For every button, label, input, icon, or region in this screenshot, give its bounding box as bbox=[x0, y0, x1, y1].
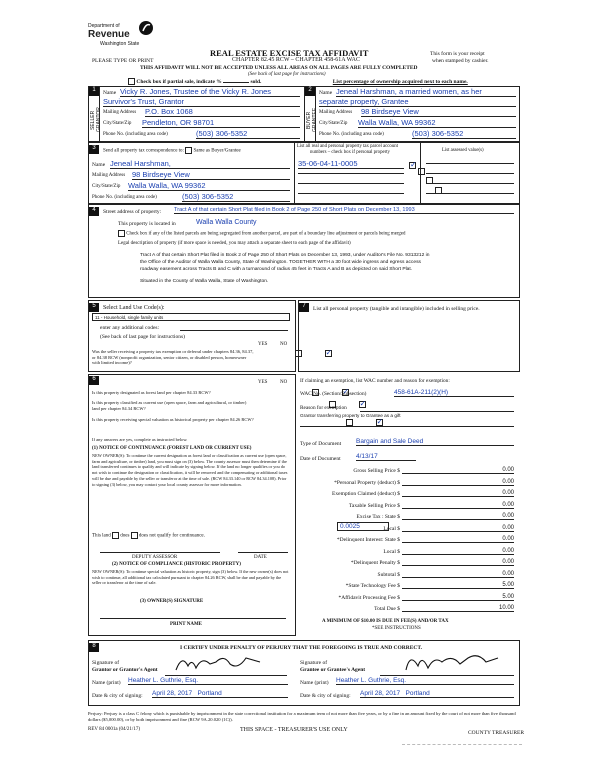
tax-row-label: *State Technology Fee $ bbox=[345, 583, 400, 589]
corr-phone-value[interactable]: (503) 306-5352 bbox=[182, 192, 290, 202]
seller-name-label: Name bbox=[103, 90, 117, 96]
s6-yes-header: YES bbox=[258, 380, 268, 385]
does-not-label: does not bbox=[138, 533, 156, 539]
grantor-name-value[interactable]: Heather L. Guthrie, Esq. bbox=[128, 677, 288, 685]
s6-q3: Is this property receiving special valuation as historical property per chapter 84.26 RCW? bbox=[92, 417, 254, 422]
land-use-no-header: NO bbox=[280, 342, 288, 347]
reason-input-line[interactable] bbox=[360, 404, 514, 412]
grantee-date-value[interactable]: April 28, 2017 Portland bbox=[360, 690, 514, 698]
buyer-city-label: City/State/Zip bbox=[319, 121, 348, 126]
buyer-name-line-2[interactable]: separate property, Grantee bbox=[319, 97, 516, 107]
correspondence-text: Send all property tax correspondence to: bbox=[103, 148, 184, 154]
legal-line-1[interactable]: Tract A of that certain Short Plat filed in Book 2 of Page 250 of Short Plats on December 13, 1993, under Auditor's File No. 9313212 in bbox=[140, 253, 430, 258]
land-use-select[interactable]: 11 - Household, single family units bbox=[92, 313, 290, 321]
buyer-mailing-value[interactable]: 98 Birdseye View bbox=[361, 107, 516, 117]
sold-label: sold. bbox=[250, 78, 262, 85]
seller-phone-value[interactable]: (503) 306-5352 bbox=[196, 129, 300, 139]
section-8-number: 8 bbox=[89, 643, 99, 652]
reason-value[interactable]: Grantor transferring property to Grantee as a gift bbox=[300, 413, 401, 418]
tax-row-label: *Personal Property (deduct) $ bbox=[334, 480, 400, 486]
parcel-2-personal-checkbox[interactable] bbox=[418, 168, 425, 175]
assessed-header: List assessed value(s) bbox=[442, 148, 484, 153]
tax-row-value[interactable]: 5.00 bbox=[402, 582, 514, 589]
grantee-sig-label: Signature of bbox=[300, 660, 328, 666]
seller-mailing-label: Mailing Address bbox=[103, 110, 137, 115]
seller-phone-label: Phone No. (including area code) bbox=[103, 132, 168, 137]
s6-q1: Is this property designated as forest land per chapter 84.33 RCW? bbox=[92, 390, 211, 395]
grantee-date-label: Date & city of signing: bbox=[300, 693, 351, 699]
section-5-number: 5 bbox=[89, 303, 99, 312]
land-use-yes-header: YES bbox=[258, 342, 268, 347]
doc-type-value[interactable]: Bargain and Sale Deed bbox=[356, 438, 514, 446]
page-title: REAL ESTATE EXCISE TAX AFFIDAVIT bbox=[210, 48, 369, 58]
segregated-row bbox=[118, 230, 405, 237]
buyer-name-label: Name bbox=[319, 90, 333, 96]
personal-property-label: List all personal property (tangible and intangible) included in selling price. bbox=[313, 306, 480, 312]
street-label: Street address of property: bbox=[103, 209, 162, 215]
parcel-1-personal-checkbox[interactable] bbox=[409, 162, 416, 169]
section-6-number: 6 bbox=[89, 376, 99, 385]
partial-sale-label: Check box if partial sale, indicate % bbox=[136, 78, 222, 85]
q3-no-checkbox[interactable] bbox=[376, 419, 383, 426]
grantee-signature[interactable] bbox=[402, 650, 502, 674]
compliance-body: NEW OWNER(S): To continue special valuation as historic property, sign (3) below. If the new owner(s) does not wish to continue, all additional tax calculated pursuant to chapter 84.26 RCW, shall be due and payable by the seller or transferor at the time of sale. bbox=[92, 569, 289, 586]
form-rev: REV 84 0001a (04/21/17) bbox=[88, 727, 140, 732]
section-7-number: 7 bbox=[299, 303, 309, 312]
section-2-number: 2 bbox=[305, 87, 315, 96]
does-label: does bbox=[120, 533, 130, 539]
grantor-date-label: Date & city of signing: bbox=[92, 693, 143, 699]
see-back-note: (See back of last page for instructions) bbox=[248, 72, 326, 77]
county-treasurer: COUNTY TREASURER bbox=[468, 730, 525, 736]
partial-sale-row bbox=[128, 78, 468, 85]
tax-row-value[interactable]: 0.00 bbox=[402, 467, 514, 474]
tax-row-value[interactable]: 0.00 bbox=[402, 525, 514, 532]
notice-body: NEW OWNER(S): To continue the current designation as forest land or classification as current use (open space, farm and agriculture, or timber) land, you must sign on (3) below. The county assessor must then determine if the land transferred continues to qualify and will indicate by signing below. If the land no longer qualifies or you do not wish to continue the designation or classification, it will be removed and the compensating or additional taxes will be due and payable by the seller or transferor at the time of sale. (RCW 84.33.140 or RCW 84.34.108). Prior to signing (3) below, you may contact your local county assessor for more information. bbox=[92, 453, 288, 487]
corr-phone-label: Phone No. (including area code) bbox=[92, 195, 157, 200]
located-label: This property is located in bbox=[118, 221, 176, 227]
buyer-mailing-label: Mailing Address bbox=[319, 110, 353, 115]
tax-row-label: Subtotal $ bbox=[377, 572, 400, 578]
logo-department-of: Department of bbox=[88, 23, 120, 29]
wac-label: WAC No. (Section/Subsection) bbox=[300, 391, 367, 397]
minimum-notice: A MINIMUM OF $10.00 IS DUE IN FEE(S) AND/OR TAX bbox=[322, 619, 449, 624]
s6-no-header: NO bbox=[280, 380, 288, 385]
section-1-number: 1 bbox=[89, 87, 99, 96]
corr-mailing-value[interactable]: 98 Birdseye View bbox=[132, 170, 290, 180]
see-instructions: *SEE INSTRUCTIONS bbox=[372, 626, 421, 631]
grantor-date-value[interactable]: April 28, 2017 Portland bbox=[152, 690, 288, 698]
revenue-emblem-icon bbox=[138, 20, 154, 36]
section-6-block bbox=[88, 374, 296, 636]
located-value[interactable]: Walla Walla County bbox=[196, 219, 257, 226]
q3-yes-checkbox[interactable] bbox=[346, 419, 353, 426]
grantor-name-label: Name (print) bbox=[92, 680, 121, 686]
situated-line[interactable]: Situated in the County of Walla Walla, State of Washington. bbox=[140, 279, 269, 284]
buyer-phone-label: Phone No. (including area code) bbox=[319, 132, 384, 137]
corr-name-label: Name bbox=[92, 162, 106, 168]
buyer-side-label: BUYER bbox=[306, 111, 312, 129]
does-not-checkbox[interactable] bbox=[131, 532, 138, 539]
tax-row-label: Total Due $ bbox=[374, 606, 400, 612]
seller-city-value[interactable]: Pendleton, OR 98701 bbox=[142, 118, 300, 128]
seller-name-line-1[interactable]: Vicky R. Jones, Trustee of the Vicky R. Jones bbox=[120, 87, 300, 97]
deputy-assessor-label: DEPUTY ASSESSOR bbox=[132, 555, 178, 560]
buyer-name-line-1[interactable]: Jeneal Harshman, a married women, as her bbox=[336, 87, 516, 97]
seller-side-label: SELLER bbox=[90, 110, 96, 130]
tax-row-label: Taxable Selling Price $ bbox=[348, 503, 400, 509]
legal-line-2[interactable]: the Office of the Auditor of Walla Walla County, State of Washington. TOGETHER WITH a 30 foot wide ingress and egress access bbox=[140, 260, 421, 265]
tax-row-value[interactable]: 0.00 bbox=[402, 513, 514, 520]
exemption-label: If claiming an exemption, list WAC number and reason for exemption: bbox=[300, 378, 450, 384]
doc-type-label: Type of Document bbox=[300, 441, 342, 447]
grantee-agent-label: Grantee or Grantee's Agent bbox=[300, 667, 366, 673]
local-rate-value[interactable]: 0.0025 bbox=[337, 522, 389, 531]
tax-row-value[interactable]: 0.00 bbox=[402, 490, 514, 497]
deputy-date-label: DATE bbox=[254, 555, 267, 560]
section-3-number: 3 bbox=[89, 145, 99, 154]
corr-city-value[interactable]: Walla Walla, WA 99362 bbox=[128, 181, 290, 191]
certify-text: I CERTIFY UNDER PENALTY OF PERJURY THAT THE FOREGOING IS TRUE AND CORRECT. bbox=[180, 645, 423, 651]
revenue-logo bbox=[88, 20, 158, 54]
tax-row-value[interactable]: 0.00 bbox=[402, 571, 514, 578]
tax-row-value[interactable]: 5.00 bbox=[402, 594, 514, 601]
continuance-row bbox=[92, 532, 205, 539]
seller-mailing-value[interactable]: P.O. Box 1068 bbox=[145, 107, 300, 117]
tax-row-label: Local $ bbox=[383, 549, 400, 555]
reason-label: Reason for exemption bbox=[300, 405, 347, 411]
same-as-buyer-checkbox[interactable] bbox=[185, 147, 192, 154]
logo-revenue: Revenue bbox=[88, 29, 130, 40]
notice-title: (1) NOTICE OF CONTINUANCE (FOREST LAND OR CURRENT USE) bbox=[92, 446, 252, 451]
tax-row-value[interactable]: 0.00 bbox=[402, 479, 514, 486]
parcel-header-1: List all real and personal property tax parcel account bbox=[297, 144, 398, 149]
tax-row-label: *Delinquent Interest: State $ bbox=[336, 537, 400, 543]
correspondence-label bbox=[103, 147, 241, 154]
tax-row-label: Excise Tax : State $ bbox=[356, 514, 400, 520]
section-4-number: 4 bbox=[89, 207, 99, 216]
exemption-question: Was the seller receiving a property tax exemption or deferral under chapters 84.36, 84.37, or 84.38 RCW (nonprofit organization, senior citizen, or disabled person, homeowner with limited income)? bbox=[92, 349, 254, 365]
buyer-phone-value[interactable]: (503) 306-5352 bbox=[412, 129, 516, 139]
treasurer-space: THIS SPACE - TREASURER'S USE ONLY bbox=[240, 727, 348, 733]
this-land-label: This land bbox=[92, 533, 111, 539]
receipt-note-1: This form is your receipt bbox=[430, 51, 485, 57]
corr-city-label: City/State/Zip bbox=[92, 184, 121, 189]
compliance-title: (2) NOTICE OF COMPLIANCE (HISTORIC PROPERTY) bbox=[112, 562, 241, 567]
receipt-note-2: when stamped by cashier. bbox=[432, 58, 489, 64]
does-checkbox[interactable] bbox=[112, 532, 119, 539]
owner-signature-label: (3) OWNER(S) SIGNATURE bbox=[140, 599, 204, 604]
tax-row-value[interactable]: 0.00 bbox=[402, 559, 514, 566]
tax-row-value[interactable]: 0.00 bbox=[402, 502, 514, 509]
additional-codes-input[interactable] bbox=[180, 324, 288, 331]
parcel-header-2: numbers – check box if personal property bbox=[310, 150, 390, 155]
parcel-1-value[interactable]: 35-06-04-11-0005 bbox=[298, 159, 404, 169]
s6-explain: If any answers are yes, complete as instructed below. bbox=[92, 437, 188, 442]
tax-row-value[interactable]: 0.00 bbox=[402, 548, 514, 555]
perjury-notice: Perjury: Perjury is a class C felony which is punishable by imprisonment in the state correctional institution for a maximum term of not more than five years, or by a fine in an amount fixed by the court of not more than five thousand dollars ($5,000.00), or by both imprisonment and fine (RCW 9A.20.020 (1C)). bbox=[88, 711, 516, 722]
segregated-checkbox[interactable] bbox=[118, 230, 125, 237]
buyer-city-value[interactable]: Walla Walla, WA 99362 bbox=[358, 118, 516, 128]
seller-city-label: City/State/Zip bbox=[103, 121, 132, 126]
qualify-label: qualify for continuance. bbox=[156, 533, 205, 539]
street-value[interactable]: Tract A of that certain Short Plat filed in Book 2 of Page 250 of Short Plats on December 13, 1993 bbox=[174, 207, 514, 214]
tax-row-value[interactable]: 10.00 bbox=[402, 605, 514, 612]
grantor-signature[interactable] bbox=[172, 652, 272, 674]
seller-name-line-2[interactable]: Survivor's Trust, Grantor bbox=[103, 97, 300, 107]
please-type: PLEASE TYPE OR PRINT bbox=[92, 58, 154, 64]
doc-date-value[interactable]: 4/13/17 bbox=[356, 453, 416, 461]
wac-value[interactable]: 458-61A-211(2)(H) bbox=[394, 389, 514, 397]
additional-codes-label: enter any additional codes: bbox=[100, 325, 160, 331]
grantee-name-value[interactable]: Heather L. Guthrie, Esq. bbox=[336, 677, 514, 685]
same-as-buyer-label: Same as Buyer/Grantee bbox=[193, 148, 241, 154]
tax-row-label: *Delinquent Penalty $ bbox=[350, 560, 400, 566]
print-name-label: PRINT NAME bbox=[170, 622, 202, 627]
tax-row-label: Gross Selling Price $ bbox=[353, 468, 400, 474]
corr-mailing-label: Mailing Address bbox=[92, 173, 126, 178]
tax-row-label: Local $ bbox=[383, 526, 400, 532]
tax-row-label: Exemption Claimed (deduct) $ bbox=[332, 491, 400, 497]
land-use-label: Select Land Use Code(s): bbox=[103, 305, 165, 311]
legal-line-3[interactable]: roadway easement across Tracts B and C with a turnaround of radius 45 feet in Tracts A and B as depicted on said Short Plat. bbox=[140, 267, 413, 272]
tax-row-label: *Affidavit Processing Fee $ bbox=[338, 595, 400, 601]
legal-label: Legal description of property (if more space is needed, you may attach a separate sheet to each page of the affidavit) bbox=[118, 241, 351, 246]
grantee-name-label: Name (print) bbox=[300, 680, 329, 686]
corr-name-value[interactable]: Jeneal Harshman, bbox=[110, 159, 290, 169]
partial-sale-checkbox[interactable] bbox=[128, 78, 135, 85]
doc-date-label: Date of Document bbox=[300, 456, 341, 462]
not-accepted-notice: THIS AFFIDAVIT WILL NOT BE ACCEPTED UNLESS ALL AREAS ON ALL PAGES ARE FULLY COMPLETED bbox=[140, 65, 418, 71]
grantor-sig-label: Signature of bbox=[92, 660, 120, 666]
logo-washington-state: Washington State bbox=[100, 41, 140, 47]
pct-ownership-note: List percentage of ownership acquired next to each name. bbox=[332, 78, 468, 85]
grantor-agent-label: Grantor or Grantor's Agent bbox=[92, 667, 158, 673]
land-use-see-back: (See back of last page for instructions) bbox=[100, 334, 185, 340]
segregated-label: Check box if any of the listed parcels are being segregated from another parcel, are part of a boundary line adjustment or parcels being merged bbox=[126, 231, 406, 237]
s6-q2: Is this property classified as current use (open space, farm and agricultural, or timber) land per chapter 84.34 RCW? bbox=[92, 400, 247, 411]
tax-row-value[interactable]: 0.00 bbox=[402, 536, 514, 543]
chapter-line: CHAPTER 82.45 RCW – CHAPTER 458-61A WAC bbox=[232, 57, 360, 63]
